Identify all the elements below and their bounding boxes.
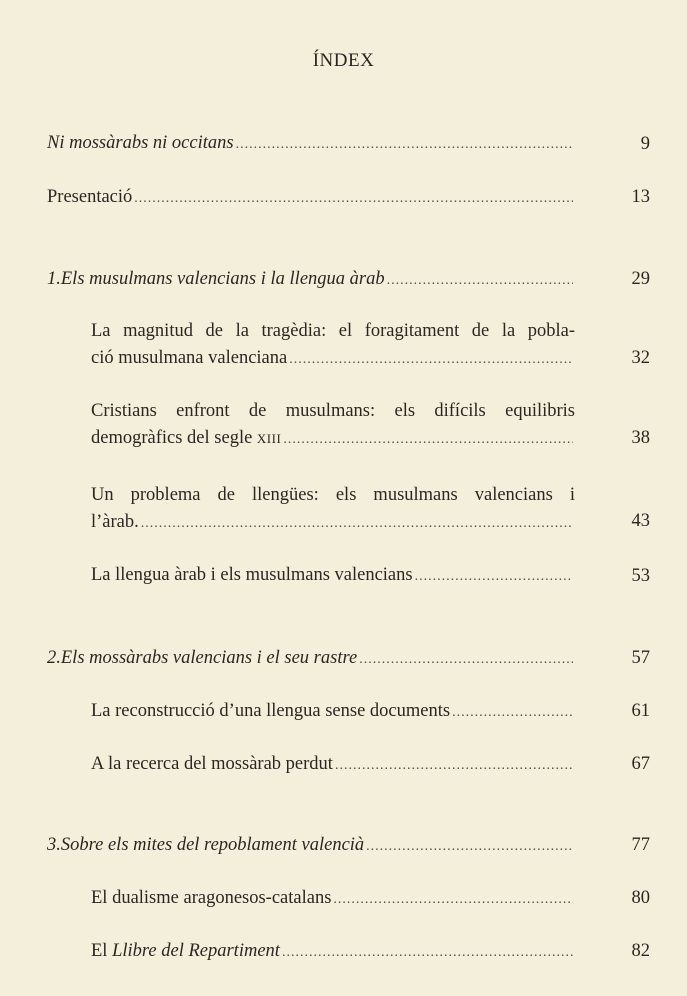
- toc-entry-title: Presentació: [47, 187, 133, 207]
- toc-entry-title: A la recerca del mossàrab perdut: [91, 754, 333, 774]
- toc-entry-title-line2: l’àrab.: [91, 512, 139, 532]
- toc-page-number: 9: [640, 134, 650, 154]
- toc-entry-title: Ni mossàrabs ni occitans: [47, 133, 234, 153]
- page-title: ÍNDEX: [312, 50, 375, 71]
- leader-dots: [452, 699, 573, 726]
- toc-entry-title-line1: Un problema de llengües: els musulmans valencians i: [91, 485, 575, 505]
- toc-entry-magnitud[interactable]: [91, 318, 575, 373]
- toc-entry-ni-mossarabs[interactable]: [47, 130, 575, 158]
- leader-dots: [134, 185, 573, 212]
- toc-entry-problema[interactable]: [91, 482, 575, 537]
- toc-page-number: 57: [631, 648, 650, 668]
- toc-page-number: 32: [631, 348, 650, 368]
- leader-dots: [415, 563, 573, 590]
- toc-chapter-2[interactable]: [47, 645, 575, 673]
- leader-dots: [387, 267, 573, 294]
- toc-chapter-3[interactable]: [47, 832, 575, 860]
- toc-page-number: 43: [631, 511, 650, 531]
- toc-entry-title: La reconstrucció d’una llengua sense documents: [91, 701, 451, 721]
- toc-page-number: 82: [631, 941, 650, 961]
- chapter-number: 2.: [47, 648, 61, 668]
- toc-entry-dualisme[interactable]: [91, 885, 575, 913]
- leader-dots: [236, 131, 573, 158]
- toc-page-number: 13: [631, 187, 650, 207]
- toc-page-number: 61: [631, 701, 650, 721]
- leader-dots: [366, 833, 573, 860]
- toc-page-number: 80: [631, 888, 650, 908]
- leader-dots: [359, 646, 573, 673]
- toc-page-number: 29: [631, 269, 650, 289]
- toc-entry-llengua-arab[interactable]: [91, 562, 575, 590]
- toc-entry-recerca[interactable]: [91, 751, 575, 779]
- toc-entry-reconstruccio[interactable]: [91, 698, 575, 726]
- chapter-number: 3.: [47, 835, 61, 855]
- leader-dots: [141, 510, 573, 537]
- toc-entry-title: El dualisme aragonesos-catalans: [91, 888, 332, 908]
- leader-dots: [282, 939, 573, 966]
- toc-entry-title: Els mossàrabs valencians i el seu rastre: [60, 648, 358, 668]
- toc-page-number: 38: [631, 428, 650, 448]
- century-numeral: XIII: [256, 431, 282, 446]
- chapter-number: 1.: [47, 269, 61, 289]
- toc-entry-title: El Llibre del Repartiment: [91, 941, 280, 961]
- toc-entry-title-line2: ció musulmana valenciana: [91, 348, 288, 368]
- toc-entry-cristians[interactable]: [91, 398, 575, 453]
- toc-entry-title: Els musulmans valencians i la llengua àrab: [60, 269, 385, 289]
- toc-entry-title: Sobre els mites del repoblament valencià: [60, 835, 365, 855]
- leader-dots: [283, 426, 573, 453]
- toc-entry-llibre-repartiment[interactable]: [91, 938, 575, 966]
- toc-page-number: 77: [631, 835, 650, 855]
- toc-entry-title: La llengua àrab i els musulmans valencians: [91, 565, 413, 585]
- toc-entry-presentacio[interactable]: [47, 184, 575, 212]
- toc-entry-title-line1: Cristians enfront de musulmans: els difícils equilibris: [91, 401, 575, 421]
- leader-dots: [289, 346, 573, 373]
- toc-entry-title-line2: demogràfics del segle XIII: [91, 428, 282, 448]
- leader-dots: [333, 886, 573, 913]
- leader-dots: [335, 752, 573, 779]
- toc-chapter-1[interactable]: [47, 266, 575, 294]
- toc-entry-title-line1: La magnitud de la tragèdia: el foragitament de la pobla-: [91, 321, 575, 341]
- toc-page-number: 53: [631, 566, 650, 586]
- toc-page-number: 67: [631, 754, 650, 774]
